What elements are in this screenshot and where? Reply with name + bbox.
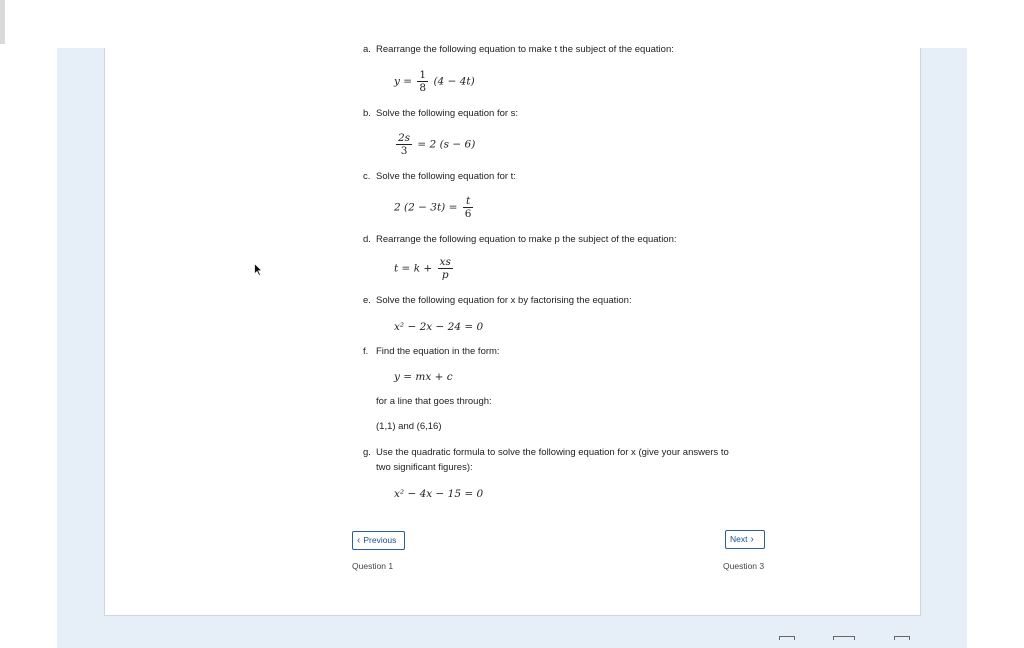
question-f [363, 346, 500, 357]
chevron-left-icon: ‹ [357, 534, 361, 546]
previous-question-label: Question 1 [352, 561, 394, 571]
question-letter: g. [363, 447, 371, 458]
question-card [104, 48, 921, 616]
previous-button[interactable] [352, 531, 405, 550]
question-letter: e. [363, 295, 371, 306]
question-letter: d. [363, 234, 371, 245]
question-text: Solve the following equation for t: [376, 171, 516, 182]
taskbar-icon[interactable] [833, 636, 855, 640]
equation-a [394, 69, 475, 94]
equation-c [394, 195, 475, 220]
window-edge-fragment [0, 0, 5, 44]
question-text: Rearrange the following equation to make p the subject of the equation: [376, 234, 677, 245]
fraction-denominator: p [438, 268, 453, 281]
equation-d [394, 256, 455, 281]
fraction [417, 69, 428, 94]
equation-lhs: t = k + [394, 262, 433, 275]
next-label: Next [730, 534, 748, 544]
equation-rest: (4 − 4t) [433, 75, 475, 88]
equation-lhs: 2 (2 − 3t) = [394, 201, 458, 214]
question-g-line2: two significant figures): [376, 462, 473, 473]
mouse-pointer-icon [254, 263, 263, 281]
question-letter: f. [363, 346, 369, 357]
equation-e: x² − 2x − 24 = 0 [394, 321, 484, 333]
question-text: Solve the following equation for x by factorising the equation: [376, 295, 632, 306]
fraction [438, 256, 453, 281]
chevron-right-icon: › [750, 533, 754, 545]
equation-lhs: y = [394, 75, 413, 88]
equation-b [394, 132, 475, 157]
question-text: Solve the following equation for s: [376, 108, 519, 119]
fraction-denominator: 3 [396, 144, 412, 157]
fraction-denominator: 8 [419, 82, 427, 94]
question-d [363, 234, 677, 245]
question-text: Rearrange the following equation to make t the subject of the equation: [376, 44, 674, 55]
fraction [396, 132, 412, 157]
question-letter: a. [363, 44, 371, 55]
question-c [363, 171, 516, 182]
taskbar-icon[interactable] [894, 636, 910, 640]
taskbar-icon[interactable] [779, 636, 795, 640]
equation-rest: = 2 (s − 6) [417, 138, 476, 151]
fraction-numerator: xs [439, 256, 451, 268]
question-letter: b. [363, 108, 371, 119]
fraction-numerator: 1 [419, 69, 427, 81]
question-b [363, 108, 518, 119]
question-text: Find the equation in the form: [376, 346, 500, 357]
fraction-numerator: t [465, 195, 471, 207]
question-f-points: (1,1) and (6,16) [376, 421, 442, 432]
fraction-numerator: 2s [398, 132, 411, 144]
fraction [463, 195, 474, 220]
next-question-label: Question 3 [723, 561, 765, 571]
previous-label: Previous [363, 535, 397, 545]
question-letter: c. [363, 171, 371, 182]
fraction-denominator: 6 [464, 208, 472, 220]
question-text: Use the quadratic formula to solve the following equation for x (give your answers to [376, 447, 729, 458]
question-f-line2: for a line that goes through: [376, 396, 492, 407]
question-g [363, 447, 729, 458]
next-button[interactable] [725, 530, 765, 549]
question-a [363, 44, 674, 55]
question-e [363, 295, 632, 306]
equation-g: x² − 4x − 15 = 0 [394, 488, 484, 500]
equation-f: y = mx + c [394, 371, 453, 383]
